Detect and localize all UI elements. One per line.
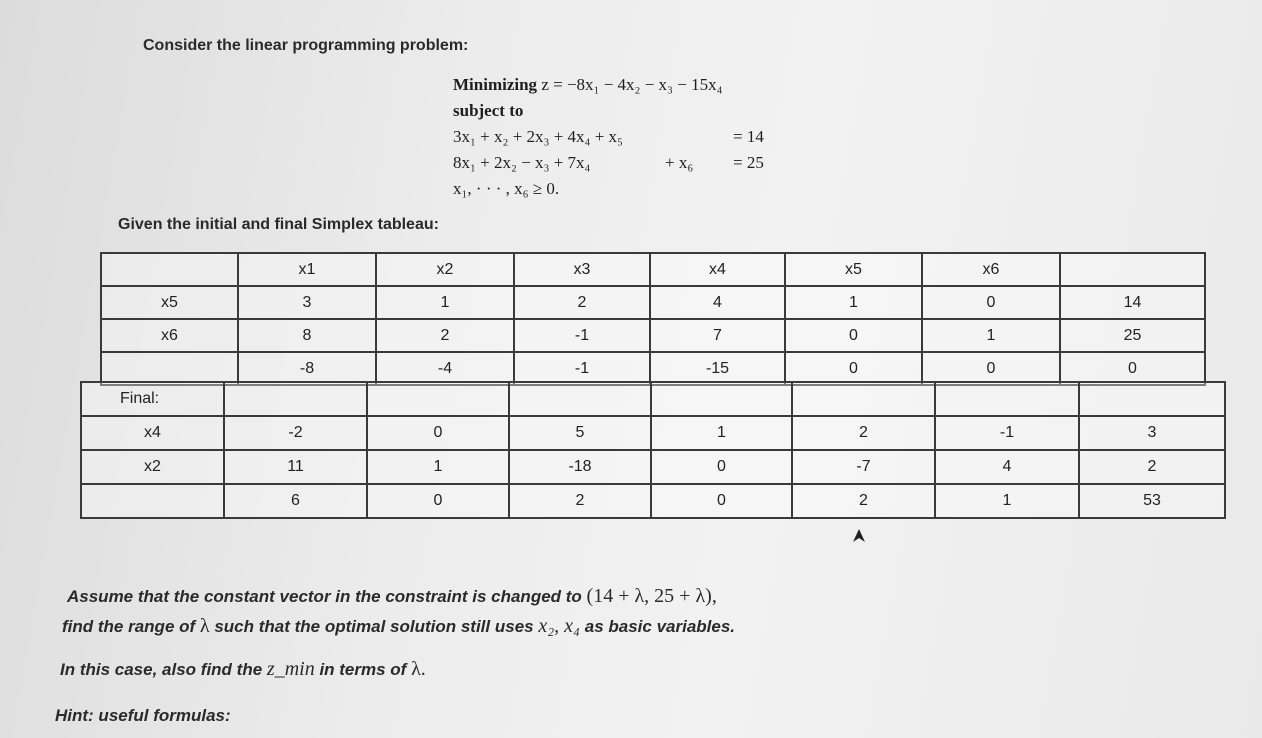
table-cell: 0	[922, 286, 1060, 319]
header-rhs	[1060, 253, 1205, 286]
table-row	[101, 319, 1205, 352]
table-cell	[224, 382, 367, 416]
constraint-2-slack: + x₆	[665, 153, 694, 172]
table-cell: 1	[785, 286, 922, 319]
table-row	[81, 416, 1225, 450]
table-cell: 0	[651, 484, 792, 518]
table-cell: 2	[514, 286, 650, 319]
table-cell: 2	[376, 319, 514, 352]
objective-label: Minimizing	[453, 75, 538, 94]
table-cell: 1	[376, 286, 514, 319]
subject-to-label: subject to	[453, 101, 524, 120]
question-text: Assume that the constant vector in the constraint is changed to	[67, 587, 582, 606]
table-cell: 2	[792, 484, 935, 518]
basic-variables: x₂, x₄	[538, 615, 581, 637]
final-label-row	[81, 382, 1225, 416]
constraint-1-lhs: 3x₁ + x₂ + 2x₃ + 4x₄ + x₅	[453, 127, 623, 146]
table-cell: 25	[1060, 319, 1205, 352]
constraint-1	[453, 124, 764, 150]
lp-formulation	[453, 72, 764, 202]
table-cell: 0	[1060, 352, 1205, 385]
header-x4: x4	[650, 253, 785, 286]
table-cell: 0	[367, 484, 509, 518]
problem-intro: Consider the linear programming problem:	[143, 37, 469, 54]
table-cell: 1	[922, 319, 1060, 352]
table-cell: -2	[224, 416, 367, 450]
final-label: Final:	[81, 382, 224, 416]
objective-row	[453, 72, 764, 98]
table-cell: 1	[935, 484, 1079, 518]
basis-label: x4	[81, 416, 224, 450]
table-cell: 7	[650, 319, 785, 352]
table-cell: -8	[238, 352, 376, 385]
question-text: in terms of	[319, 660, 407, 679]
table-cell: 1	[367, 450, 509, 484]
question-line-3	[60, 658, 426, 681]
question-text: such that the optimal solution still uses	[214, 617, 534, 636]
table-row	[81, 450, 1225, 484]
nonnegativity	[453, 176, 764, 202]
table-cell: 0	[651, 450, 792, 484]
table-cell: -7	[792, 450, 935, 484]
table-cell	[792, 382, 935, 416]
header-corner	[101, 253, 238, 286]
table-cell: 2	[1079, 450, 1225, 484]
lambda-symbol: λ	[199, 615, 210, 637]
lambda-symbol: λ.	[411, 658, 426, 680]
header-x3: x3	[514, 253, 650, 286]
basis-label	[81, 484, 224, 518]
nonnegativity-text: x₁, · · · , x₆ ≥ 0.	[453, 179, 560, 198]
table-cell: 5	[509, 416, 651, 450]
table-cell: 0	[785, 319, 922, 352]
table-cell: -1	[514, 352, 650, 385]
constraint-1-rhs: = 14	[733, 127, 764, 146]
header-x5: x5	[785, 253, 922, 286]
table-cell: 4	[650, 286, 785, 319]
question-line-1	[67, 585, 717, 608]
zmin-symbol: z_min	[266, 658, 315, 680]
constant-vector: (14 + λ, 25 + λ),	[586, 585, 717, 607]
table-cell	[509, 382, 651, 416]
tableau-header-row	[101, 253, 1205, 286]
table-row	[101, 286, 1205, 319]
table-cell: 0	[785, 352, 922, 385]
table-cell: 1	[651, 416, 792, 450]
table-cell	[935, 382, 1079, 416]
table-cell	[1079, 382, 1225, 416]
basis-label: x2	[81, 450, 224, 484]
table-cell: -4	[376, 352, 514, 385]
basis-label: x6	[101, 319, 238, 352]
table-cell: -18	[509, 450, 651, 484]
table-row	[81, 484, 1225, 518]
table-cell: 2	[792, 416, 935, 450]
header-x1: x1	[238, 253, 376, 286]
question-line-2	[62, 615, 735, 638]
table-cell	[651, 382, 792, 416]
table-cell: 3	[1079, 416, 1225, 450]
question-text: In this case, also find the	[60, 660, 263, 679]
subject-to-row	[453, 98, 764, 124]
table-cell: -15	[650, 352, 785, 385]
tableau-caption: Given the initial and final Simplex tableau:	[118, 216, 439, 233]
table-cell: 6	[224, 484, 367, 518]
table-cell: 2	[509, 484, 651, 518]
table-cell: 8	[238, 319, 376, 352]
table-cell: 11	[224, 450, 367, 484]
header-x6: x6	[922, 253, 1060, 286]
table-cell: 14	[1060, 286, 1205, 319]
table-cell: -1	[514, 319, 650, 352]
objective-expression: z = −8x₁ − 4x₂ − x₃ − 15x₄	[541, 75, 723, 94]
question-text: find the range of	[62, 617, 196, 636]
table-cell: -1	[935, 416, 1079, 450]
table-cell: 53	[1079, 484, 1225, 518]
hint-text: Hint: useful formulas:	[55, 706, 231, 725]
basis-label: x5	[101, 286, 238, 319]
question-text: as basic variables.	[584, 617, 736, 636]
table-cell: 0	[922, 352, 1060, 385]
header-x2: x2	[376, 253, 514, 286]
initial-tableau	[100, 252, 1206, 386]
table-cell	[367, 382, 509, 416]
constraint-2-rhs: = 25	[733, 153, 764, 172]
table-cell: 3	[238, 286, 376, 319]
table-cell: 0	[367, 416, 509, 450]
table-cell: 4	[935, 450, 1079, 484]
final-tableau	[80, 381, 1226, 519]
constraint-2-lhs: 8x₁ + 2x₂ − x₃ + 7x₄	[453, 153, 591, 172]
constraint-2	[453, 150, 764, 176]
mouse-pointer-icon	[852, 528, 866, 544]
